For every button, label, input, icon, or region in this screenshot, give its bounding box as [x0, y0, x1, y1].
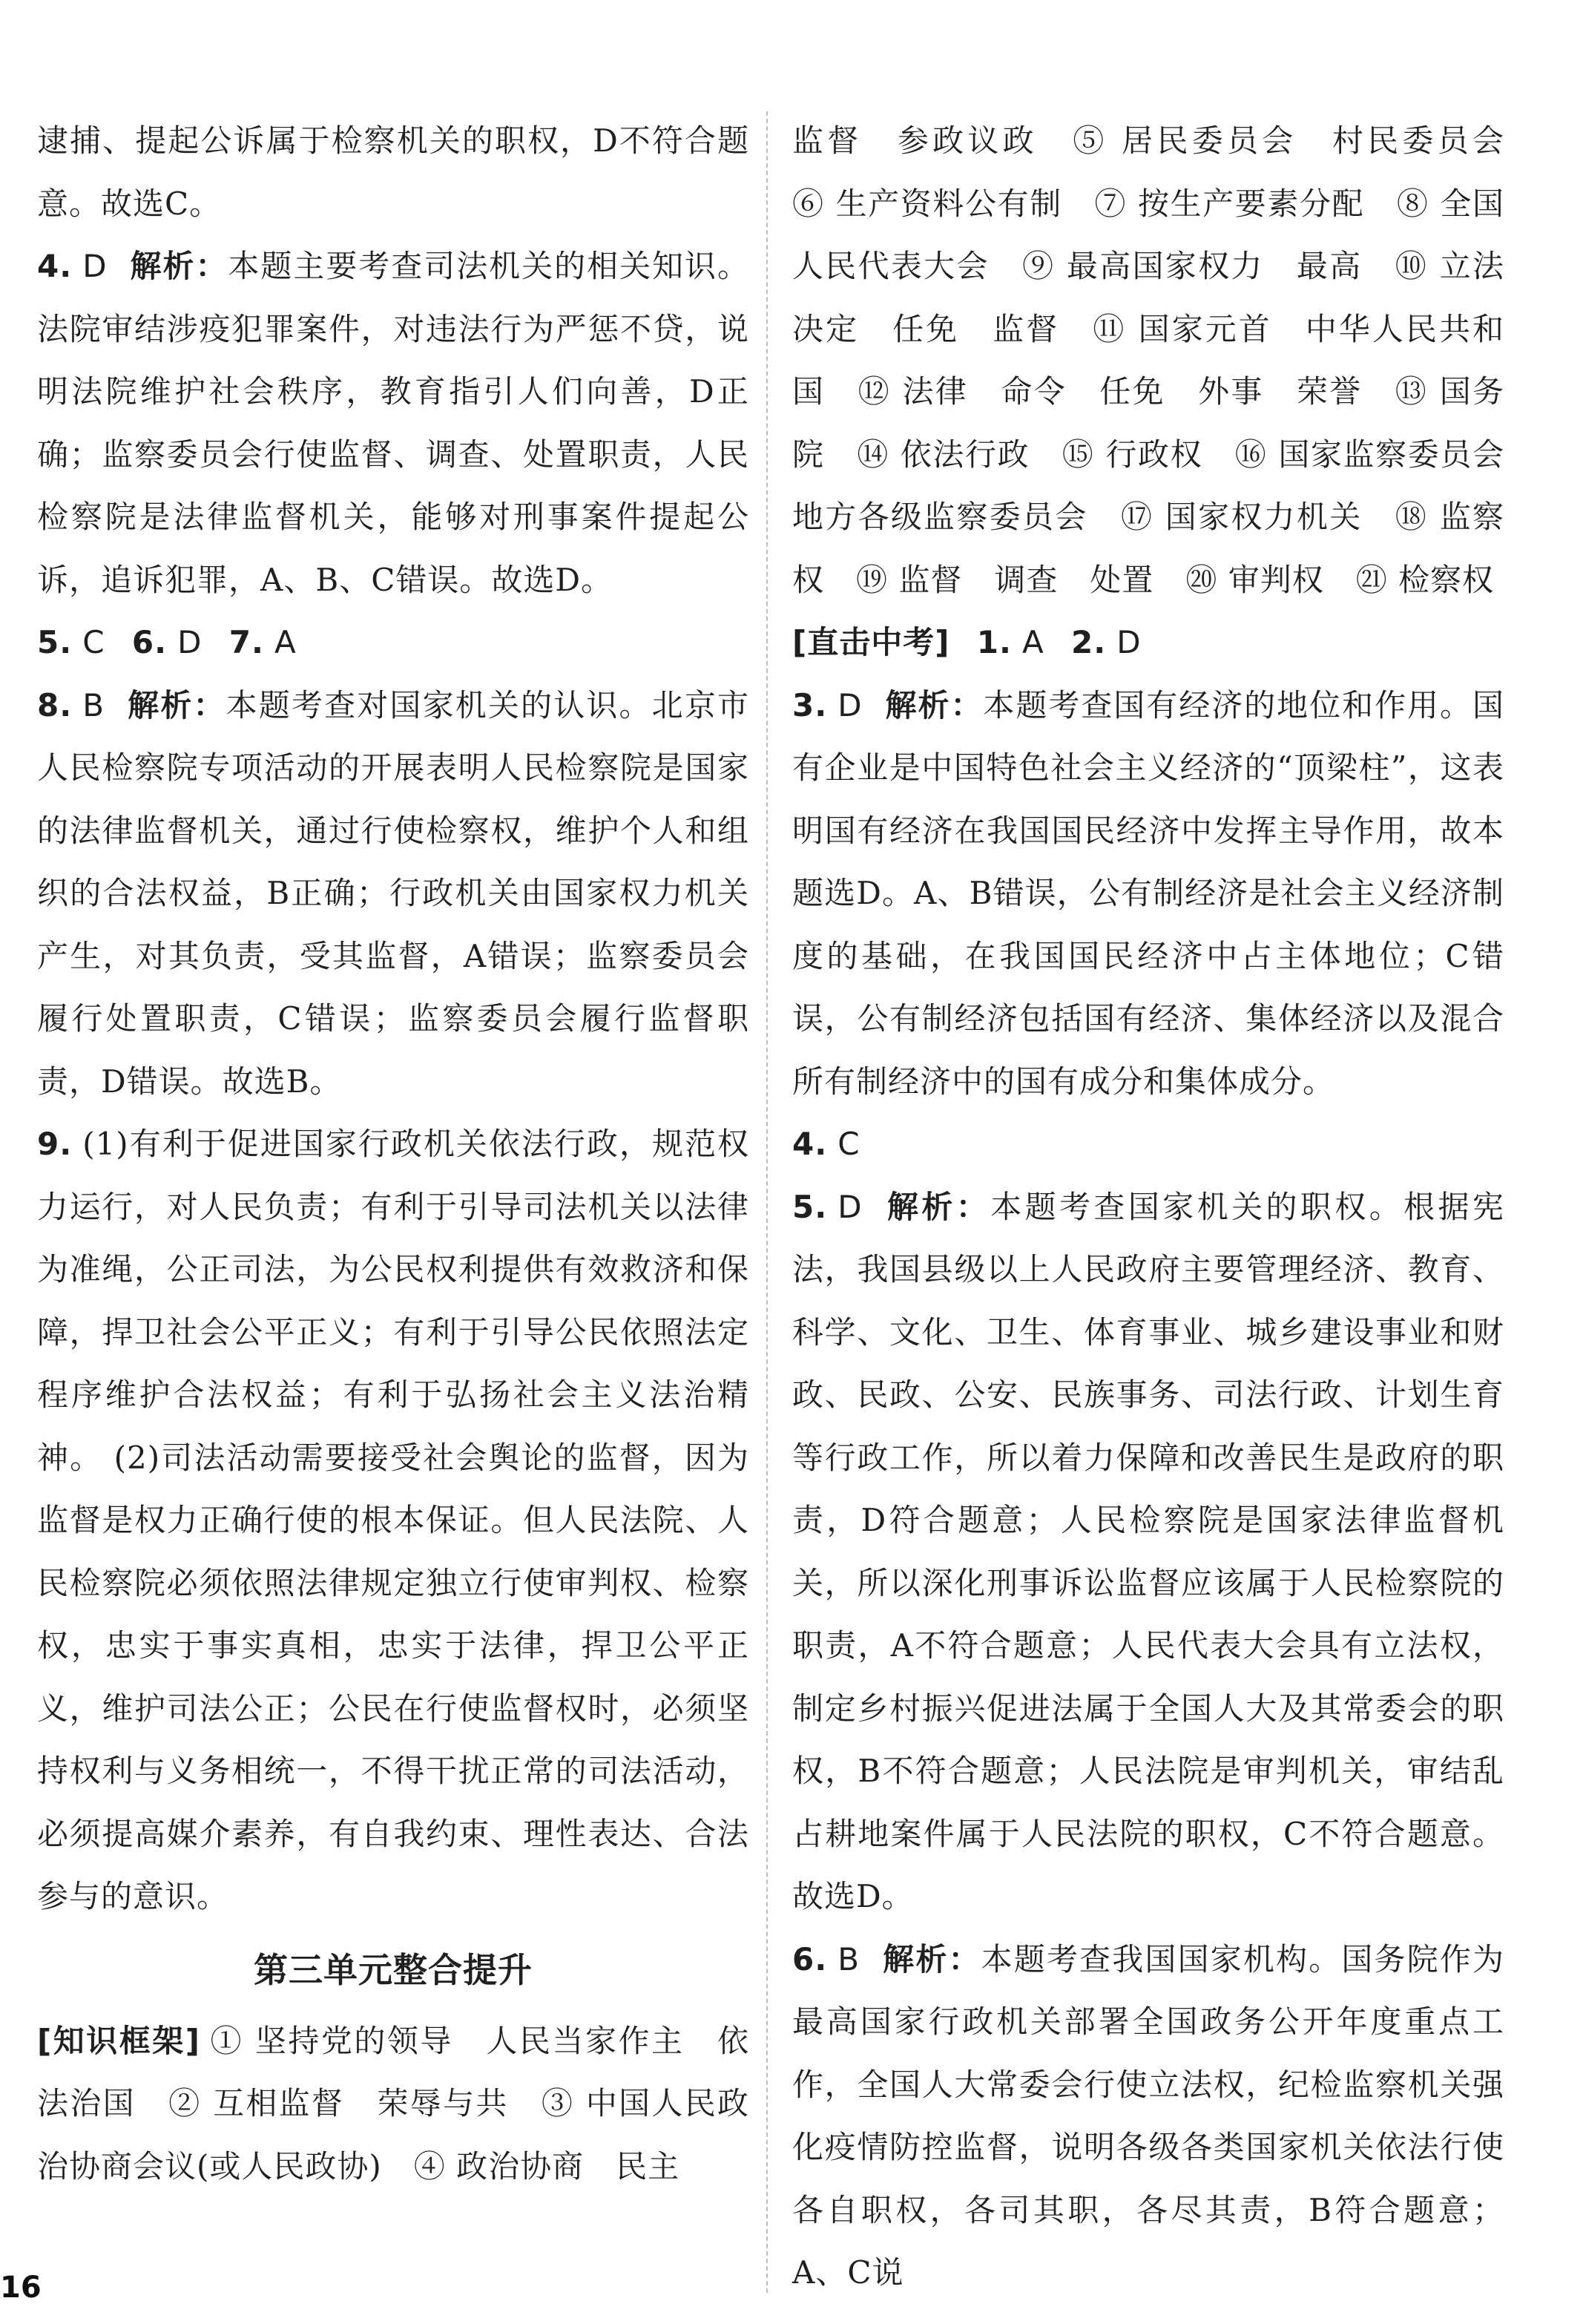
answer-letter: D	[177, 624, 203, 660]
section-title: 第三单元整合提升	[254, 1949, 533, 1990]
exam-answer-6	[792, 1929, 1504, 2305]
answer-letter: B	[82, 686, 105, 723]
answer-text: (1)有利于促进国家行政机关依法行政，规范权力运行，对人民负责；有利于引导司法机关以法律为准绳，公正司法，为公民权利提供有效救济和保障，捍卫社会公平正义；有利于引导公民依照法定程序维护合法权益；有利于弘扬社会主义法治精神。 (2)司法活动需要接受社会舆论的监督，因为监督是权力正确行使的根本保证。但人民法院、人民检察院必须依照法律规定独立行使审判权、检察权，忠实于事实真相，忠实于法律，捍卫公平正义，维护司法公正；公民在行使监督权时，必须坚持权利与义务相统一，不得干扰正常的司法活动，必须提高媒介素养，有自我约束、理性表达、合法参与的意识。	[37, 1126, 749, 1914]
analysis-label: 解析：	[127, 686, 226, 723]
answer-letter: C	[82, 624, 105, 660]
answer-letter: D	[82, 248, 108, 284]
exam-answer-3	[792, 674, 1504, 1114]
analysis-text: 本题考查我国国家机构。国务院作为最高国家行政机关部署全国政务公开年度重点工作，全国人大常委会行使立法权，纪检监察机关强化疫情防控监督，说明各级各类国家机关依法行使各自职权，各司其职，各尽其责，B符合题意；A、C说	[792, 1940, 1504, 2291]
question-number: 4.	[37, 248, 73, 284]
question-number: 6.	[131, 624, 168, 660]
answer-letter: C	[837, 1126, 860, 1162]
answer-letter: D	[837, 1188, 863, 1225]
answer-letter: A	[274, 624, 297, 660]
question-number: 1.	[976, 624, 1012, 660]
question-number: 8.	[37, 686, 73, 723]
question-number: 5.	[792, 1188, 828, 1225]
analysis-label: 解析：	[882, 1940, 981, 1977]
analysis-label: 解析：	[129, 248, 228, 284]
framework-continued: 监督 参政议政 ⑤ 居民委员会 村民委员会 ⑥ 生产资料公有制 ⑦ 按生产要素分配 ⑧ 全国人民代表大会 ⑨ 最高国家权力 最高 ⑩ 立法 决定 任免 监督 ⑪ 国家元首 中华人民共和国 ⑫ 法律 命令 任免 外事 荣誉 ⑬ 国务院 ⑭ 依法行政 ⑮ 行政权 ⑯ 国家监察委员会 地方各级监察委员会 ⑰ 国家权力机关 ⑱ 监察权 ⑲ 监督 调查 处置 ⑳ 审判权 ㉑ 检察权	[792, 122, 1537, 598]
left-column	[37, 110, 749, 2198]
knowledge-framework	[37, 2010, 749, 2199]
answers-5-7	[37, 611, 749, 674]
paragraph-continued: 逮捕、提起公诉属于检察机关的职权，D不符合题意。故选C。	[37, 122, 749, 222]
question-number: 9.	[37, 1126, 73, 1162]
analysis-text: 本题考查国家机关的职权。根据宪法，我国县级以上人民政府主要管理经济、教育、科学、文化、卫生、体育事业、城乡建设事业和财政、民政、公安、民族事务、司法行政、计划生育等行政工作，所以着力保障和改善民生是政府的职责，D符合题意；人民检察院是国家法律监督机关，所以深化刑事诉讼监督应该属于人民检察院的职责，A不符合题意；人民代表大会具有立法权，制定乡村振兴促进法属于全国人大及其常委会的职权，B不符合题意；人民法院是审判机关，审结乱占耕地案件属于人民法院的职权，C不符合题意。故选D。	[792, 1188, 1504, 1914]
answer-8	[37, 674, 749, 1114]
exam-answer-4	[792, 1113, 1504, 1176]
framework-tag: [知识框架]	[37, 2022, 200, 2059]
answer-4	[37, 235, 749, 611]
exam-answers	[792, 611, 1504, 674]
analysis-label: 解析：	[884, 686, 984, 723]
answer-letter: D	[837, 686, 863, 723]
answer-letter: A	[1021, 624, 1044, 660]
analysis-text: 本题考查对国家机关的认识。北京市人民检察院专项活动的开展表明人民检察院是国家的法律监督机关，通过行使检察权，维护个人和组织的合法权益，B正确；行政机关由国家权力机关产生，对其负责，受其监督，A错误；监察委员会履行处置职责，C错误；监察委员会履行监督职责，D错误。故选B。	[37, 686, 749, 1100]
question-number: 3.	[792, 686, 828, 723]
answer-letter: B	[837, 1940, 860, 1977]
exam-answer-5	[792, 1176, 1504, 1929]
framework-text: ① 坚持党的领导 人民当家作主 依法治国 ② 互相监督 荣辱与共 ③ 中国人民政治协商会议(或人民政协) ④ 政治协商 民主	[37, 2022, 749, 2185]
question-number: 5.	[37, 624, 73, 660]
right-column	[792, 110, 1537, 2305]
question-number: 7.	[228, 624, 264, 660]
exam-tag: [直击中考]	[792, 624, 950, 660]
analysis-text: 本题考查国有经济的地位和作用。国有企业是中国特色社会主义经济的“顶梁柱”，这表明国有经济在我国国民经济中发挥主导作用，故本题选D。A、B错误，公有制经济是社会主义经济制度的基础，在我国国民经济中占主体地位；C错误，公有制经济包括国有经济、集体经济以及混合所有制经济中的国有成分和集体成分。	[792, 686, 1504, 1100]
answer-9	[37, 1113, 749, 1929]
question-number: 2.	[1071, 624, 1107, 660]
column-divider	[766, 111, 768, 2293]
analysis-text: 本题主要考查司法机关的相关知识。法院审结涉疫犯罪案件，对违法行为严惩不贷，说明法院维护社会秩序，教育指引人们向善，D正确；监察委员会行使监督、调查、处置职责，人民检察院是法律监督机关，能够对刑事案件提起公诉，追诉犯罪，A、B、C错误。故选D。	[37, 248, 749, 598]
page-number: 16	[0, 2271, 42, 2305]
analysis-label: 解析：	[884, 1188, 991, 1225]
question-number: 6.	[792, 1940, 828, 1977]
answer-letter: D	[1116, 624, 1142, 660]
question-number: 4.	[792, 1126, 828, 1162]
